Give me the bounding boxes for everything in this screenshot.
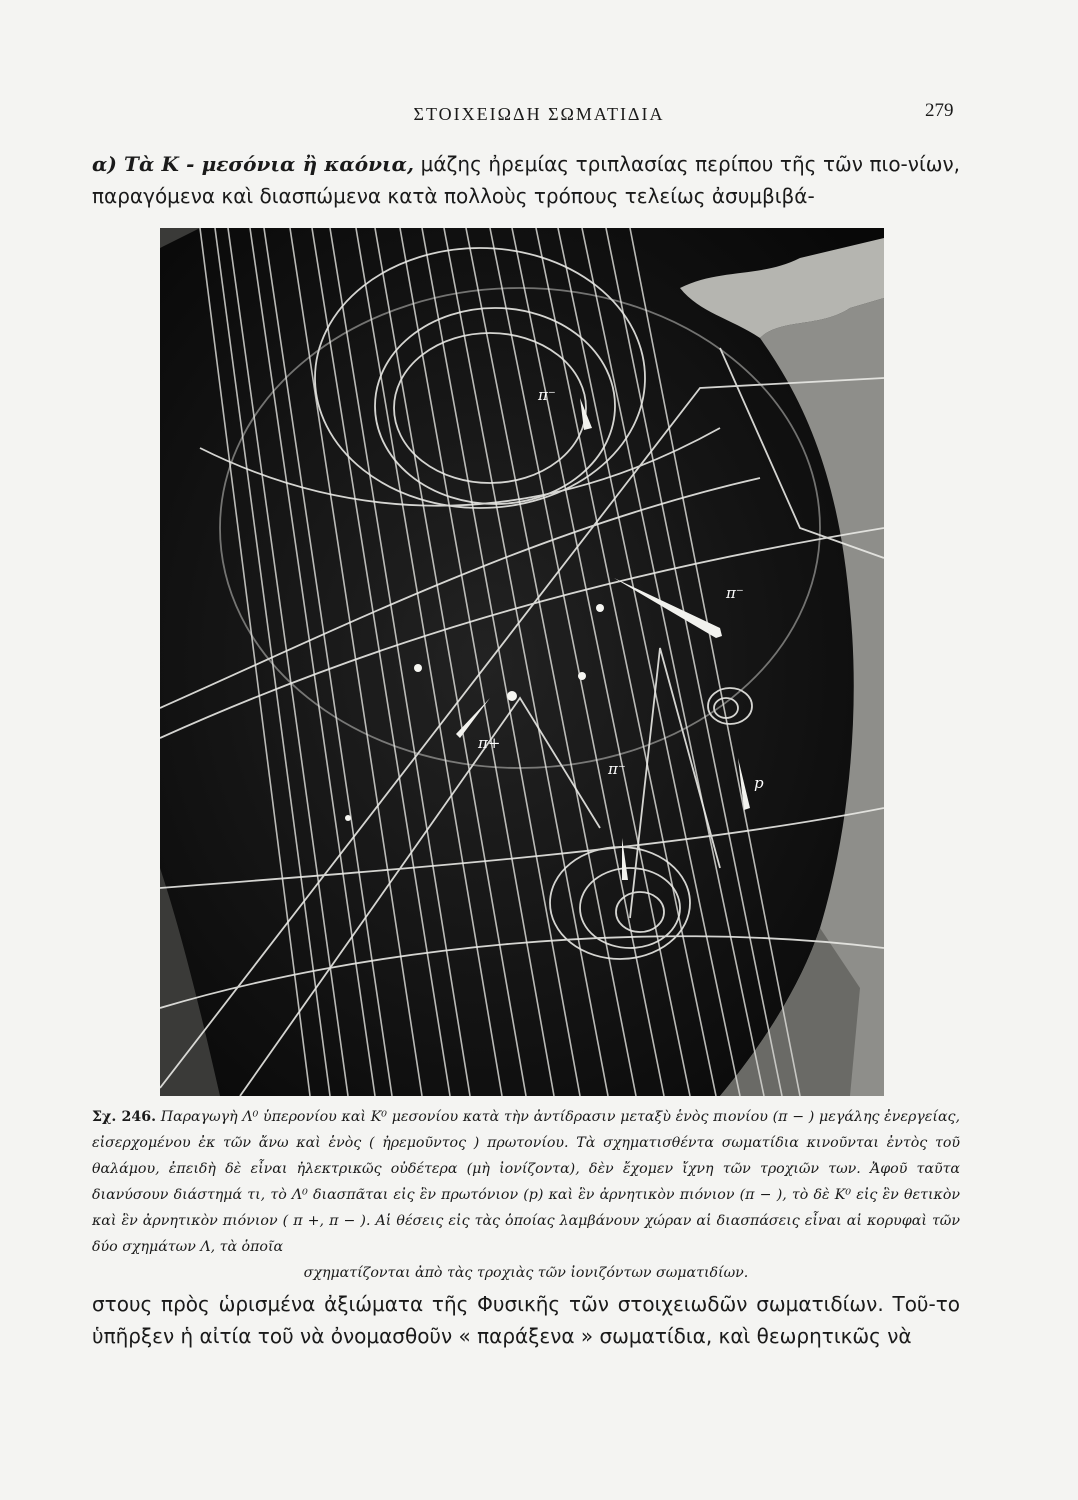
label-pi-plus: π+ (478, 734, 501, 752)
figure-number: Σχ. 246. (92, 1109, 157, 1125)
label-pi-minus-3: π⁻ (608, 760, 626, 778)
running-title: ΣΤΟΙΧΕΙΩΔΗ ΣΩΜΑΤΙΔΙΑ (413, 104, 665, 124)
bubble-chamber-photo (160, 228, 884, 1096)
caption-text: Παραγωγὴ Λ⁰ ὑπερονίου καὶ Κ⁰ μεσονίου κατὰ τὴν ἀντίδρασιν μεταξὺ ἑνὸς πιονίου (π − ) μεγάλης ἐνεργείας, εἰσερχομένου ἐκ τῶν ἄνω καὶ ἑνὸς ( ἠρεμοῦντος ) πρωτονίου. Τὰ σχηματισθέντα σωματίδια κινοῦνται ἐντὸς τοῦ θαλάμου, ἐπειδὴ δὲ εἶναι ἠλεκτρικῶς οὐδέτερα (μὴ ἰονίζοντα), δὲν ἔχομεν ἴχνη τῶν τροχιῶν των. Ἀφοῦ ταῦτα διανύσουν διάστημά τι, τὸ Λ⁰ διασπᾶται εἰς ἓν πρωτόνιον (p) καὶ ἓν ἀρνητικὸν πιόνιον (π − ), τὸ δὲ Κ⁰ εἰς ἓν θετικὸν καὶ ἓν ἀρνητικὸν πιόνιον ( π +, π − ). Αἱ θέσεις εἰς τὰς ὁποίας λαμβάνουν χώραν αἱ διασπάσεις εἶναι αἱ κορυφαὶ τῶν δύο σχημάτων Λ, τὰ ὁποῖα (92, 1109, 960, 1255)
page-number: 279 (925, 100, 954, 121)
label-p: p (754, 774, 764, 792)
paragraph-top (92, 148, 960, 212)
label-pi-minus-1: π⁻ (538, 386, 556, 404)
caption-last-line: σχηματίζονται ἀπὸ τὰς τροχιὰς τῶν ἰονιζόντων σωματιδίων. (303, 1265, 749, 1281)
paragraph-top-text: μάζης ἠρεμίας τριπλασίας περίπου τῆς τῶν πιο-νίων, παραγόμενα καὶ διασπώμενα κατὰ πολλοὺς τρόπους τελείως ἀσυμβιβά- (92, 152, 960, 208)
figure-caption (92, 1104, 960, 1286)
paragraph-bottom: στους πρὸς ὡρισμένα ἀξιώματα τῆς Φυσικῆς τῶν στοιχειωδῶν σωματιδίων. Τοῦ-το ὑπῆρξεν ἡ αἰτία τοῦ νὰ ὀνομασθοῦν « παράξενα » σωματίδια, καὶ θεωρητικῶς νὰ (92, 1292, 960, 1348)
section-lead: α) Τὰ Κ - μεσόνια ἢ καόνια, (92, 152, 415, 176)
label-pi-minus-2: π⁻ (726, 584, 744, 602)
